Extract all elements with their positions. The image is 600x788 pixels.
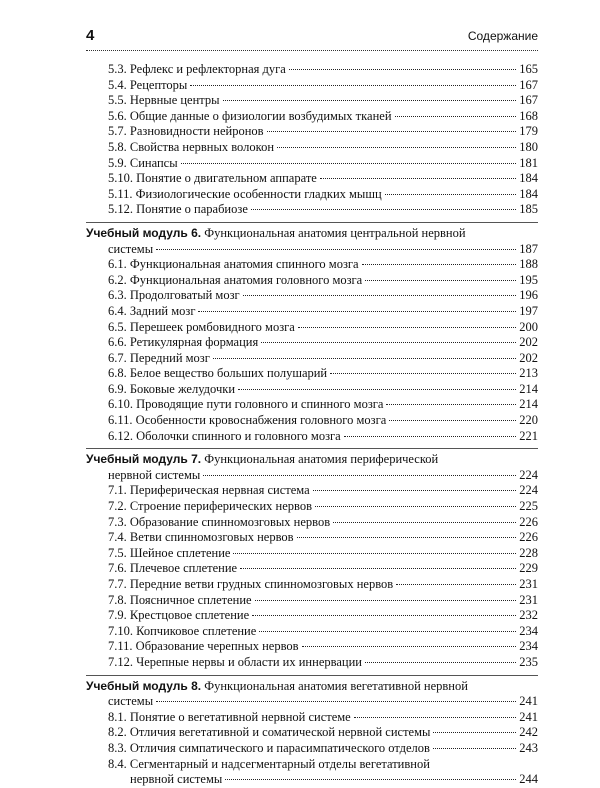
dot-leader [223, 100, 517, 101]
toc-entry [86, 530, 538, 546]
toc-entry-text: Свойства нервных волокон [129, 139, 275, 154]
toc-entry [86, 187, 538, 203]
toc-entry-number: 6.7. [108, 350, 127, 365]
toc-entry-page: 242 [519, 725, 538, 740]
toc-entry-number: 6.6. [108, 335, 127, 350]
dot-leader [156, 701, 516, 702]
dot-leader [243, 295, 517, 296]
dot-leader [240, 568, 516, 569]
toc-entry-title [108, 140, 274, 156]
toc-entry-title [108, 78, 187, 94]
module-label: Учебный модуль 8. [86, 678, 202, 693]
dot-leader [313, 490, 517, 491]
toc-entry [86, 546, 538, 562]
toc-entry-text: Белое вещество больших полушарий [129, 366, 328, 381]
module-label: Учебный модуль 6. [86, 225, 202, 240]
toc-entry-page: 234 [519, 623, 538, 638]
toc-entry-number: 7.10. [108, 623, 133, 638]
toc-entry-title [108, 530, 294, 546]
toc-entry-page: 244 [519, 772, 538, 787]
toc-entry-title [108, 608, 249, 624]
toc-entry-page: 225 [519, 499, 538, 514]
toc-entry-number: 8.2. [108, 725, 127, 740]
toc-entry-page: 167 [519, 77, 538, 92]
toc-entry-number: 6.12. [108, 428, 133, 443]
dot-leader [433, 748, 516, 749]
toc-entry-page: 195 [519, 272, 538, 287]
toc-entry-text: Разновидности нейронов [129, 124, 264, 139]
toc-entry-page: 228 [519, 545, 538, 560]
toc-entry-page: 179 [519, 124, 538, 139]
toc-entry-number: 7.3. [108, 514, 127, 529]
toc-entry-text: Понятие о парабиозе [136, 202, 248, 217]
toc-entry-number: 7.4. [108, 530, 127, 545]
toc-entry-title [108, 561, 237, 577]
dot-leader [320, 178, 516, 179]
toc-entry-title [108, 429, 341, 445]
toc-entry-page: 226 [519, 514, 538, 529]
toc-entry-text: Передние ветви грудных спинномозговых нервов [129, 577, 394, 591]
toc-entry-title [108, 710, 351, 726]
toc-entry-text: Функциональная анатомия спинного мозга [129, 257, 359, 272]
module-divider [86, 675, 538, 676]
dot-leader [396, 584, 516, 585]
toc-entry-page: 226 [519, 530, 538, 545]
toc-entry-number: 8.1. [108, 709, 127, 724]
toc-entry-text: Понятие о двигательном аппарате [136, 171, 317, 186]
toc-entry-text: Отличия вегетативной и соматической нервной системы [129, 725, 431, 740]
toc-entry-number: 7.6. [108, 561, 127, 576]
toc-entry-number: 6.3. [108, 288, 127, 303]
toc-entry [86, 593, 538, 609]
toc-entry-title [108, 515, 330, 531]
toc-entry-number: 7.2. [108, 499, 127, 514]
toc-entry-title [108, 397, 383, 413]
toc-entry-number: 6.2. [108, 272, 127, 287]
toc-entry-title [108, 335, 258, 351]
toc-entry [86, 257, 538, 273]
module-title-cont: системы [108, 694, 154, 709]
toc-entry-title [108, 304, 195, 320]
dot-leader [330, 373, 516, 374]
module-heading-continuation [86, 468, 538, 484]
toc-entry [86, 639, 538, 655]
toc-entry [86, 78, 538, 94]
toc-entry [86, 413, 538, 429]
toc-entry-page: 202 [519, 335, 538, 350]
toc-entry-number: 5.9. [108, 155, 127, 170]
toc-entry [86, 124, 538, 140]
toc-entry-page: 180 [519, 139, 538, 154]
toc-entry-page: 214 [519, 397, 538, 412]
dot-leader [386, 404, 516, 405]
dot-leader [252, 615, 516, 616]
toc-entry-number: 5.5. [108, 93, 127, 108]
toc-entry-number: 6.8. [108, 366, 127, 381]
toc-entry-title [108, 93, 220, 109]
toc-entry-number: 6.10. [108, 397, 133, 412]
toc-entry-page: 221 [519, 428, 538, 443]
toc-entry-number: 5.7. [108, 124, 127, 139]
toc-entry-text: Ветви спинномозговых нервов [129, 530, 294, 545]
toc-entry-page: 231 [519, 577, 538, 591]
toc-entry [86, 351, 538, 367]
dot-leader [259, 631, 516, 632]
toc-entry [86, 62, 538, 78]
dot-leader [395, 116, 517, 117]
table-of-contents [86, 62, 538, 788]
toc-entry [86, 624, 538, 640]
dot-leader [181, 163, 517, 164]
toc-entry-title [108, 382, 235, 398]
toc-entry-title [108, 757, 430, 773]
module-heading [86, 452, 538, 468]
module-divider [86, 448, 538, 449]
toc-entry-title [108, 593, 252, 609]
toc-entry [86, 382, 538, 398]
toc-entry [86, 483, 538, 499]
toc-entry-text: Функциональная анатомия головного мозга [129, 272, 363, 287]
dot-leader [233, 553, 516, 554]
toc-entry-page: 200 [519, 319, 538, 334]
toc-entry-text: Копчиковое сплетение [136, 623, 257, 638]
toc-entry-text: Продолговатый мозг [129, 288, 240, 303]
toc-entry-text: Черепные нервы и области их иннервации [136, 654, 362, 669]
dot-leader [267, 131, 517, 132]
toc-entry-number: 5.12. [108, 202, 133, 217]
toc-entry-title [108, 257, 359, 273]
toc-entry-text: Рефлекс и рефлекторная дуга [129, 62, 286, 76]
toc-entry-text: Шейное сплетение [129, 545, 231, 560]
page-number: 4 [86, 27, 95, 44]
toc-entry-title [108, 624, 256, 640]
toc-entry-page: 243 [519, 740, 538, 755]
module-title-cont: нервной системы [108, 467, 201, 482]
toc-entry [86, 171, 538, 187]
toc-entry [86, 109, 538, 125]
toc-entry-title [108, 741, 430, 757]
toc-entry-text: Нервные центры [129, 93, 220, 108]
toc-entry-number: 6.5. [108, 319, 127, 334]
toc-entry-page: 202 [519, 350, 538, 365]
toc-entry [86, 429, 538, 445]
toc-entry [86, 366, 538, 382]
dot-leader [289, 69, 516, 70]
dot-leader [433, 732, 516, 733]
toc-entry [86, 725, 538, 741]
dot-leader [298, 327, 516, 328]
module-label: Учебный модуль 7. [86, 452, 202, 467]
toc-entry-page: 184 [519, 186, 538, 201]
toc-entry-page: 232 [519, 608, 538, 623]
toc-entry-number: 5.6. [108, 108, 127, 123]
toc-entry-text: Боковые желудочки [129, 381, 236, 396]
dot-leader [203, 475, 516, 476]
running-title: Содержание [467, 29, 538, 43]
toc-entry-number: 6.4. [108, 303, 127, 318]
toc-entry-page: 165 [519, 62, 538, 76]
toc-entry-title [108, 288, 240, 304]
dot-leader [156, 249, 516, 250]
toc-entry-text: Синапсы [129, 155, 178, 170]
toc-entry-number: 7.12. [108, 654, 133, 669]
toc-entry-text: Передний мозг [129, 350, 210, 365]
dot-leader [365, 280, 516, 281]
module-title-cont: системы [108, 241, 154, 256]
toc-entry-text: Поясничное сплетение [129, 592, 252, 607]
toc-entry-text: Понятие о вегетативной нервной системе [129, 709, 351, 724]
toc-entry-page: 231 [519, 592, 538, 607]
toc-entry-title [108, 124, 264, 140]
toc-entry-number: 7.7. [108, 577, 127, 591]
module-heading [86, 226, 538, 242]
toc-entry-text: Плечевое сплетение [129, 561, 238, 576]
toc-entry [86, 156, 538, 172]
toc-entry-continuation [86, 772, 538, 788]
dot-leader [213, 358, 516, 359]
toc-entry-text: Строение периферических нервов [129, 499, 312, 514]
module-title: Функциональная анатомия периферической [204, 452, 439, 467]
toc-entry-text: Образование черепных нервов [135, 639, 299, 654]
toc-entry-title [108, 171, 317, 187]
toc-entry-title [108, 202, 248, 218]
toc-entry-number: 5.10. [108, 171, 133, 186]
toc-entry-text: Проводящие пути головного и спинного мозга [136, 397, 384, 412]
toc-entry [86, 710, 538, 726]
toc-entry [86, 397, 538, 413]
toc-entry [86, 655, 538, 671]
toc-entry-text: Крестцовое сплетение [129, 608, 250, 623]
toc-entry [86, 140, 538, 156]
dot-leader [365, 662, 516, 663]
toc-entry-title [108, 655, 362, 671]
dot-leader [251, 209, 516, 210]
toc-entry [86, 93, 538, 109]
toc-entry-title [108, 187, 382, 203]
toc-entry-number: 6.9. [108, 381, 127, 396]
toc-entry-title [108, 413, 386, 429]
dot-leader [225, 779, 516, 780]
toc-entry-number: 5.4. [108, 77, 127, 92]
dot-leader [333, 522, 516, 523]
dot-leader [389, 420, 516, 421]
toc-entry-text: Сегментарный и надсегментарный отделы вегетативной [129, 756, 430, 771]
toc-entry-page: 241 [519, 709, 538, 724]
toc-entry-text-cont: нервной системы [130, 772, 223, 787]
module-page: 224 [519, 467, 538, 482]
toc-entry-page: 213 [519, 366, 538, 381]
toc-entry-number: 7.11. [108, 639, 133, 654]
toc-entry-page: 196 [519, 288, 538, 303]
module-heading-continuation [86, 694, 538, 710]
toc-entry [86, 561, 538, 577]
toc-entry-title [108, 273, 362, 289]
toc-entry-title [108, 725, 430, 741]
module-heading [86, 679, 538, 695]
toc-entry-page: 185 [519, 202, 538, 217]
module-page: 187 [519, 241, 538, 256]
toc-entry [86, 757, 538, 773]
toc-entry-page: 184 [519, 171, 538, 186]
dot-leader [315, 506, 516, 507]
toc-entry-number: 5.8. [108, 139, 127, 154]
toc-entry-text: Рецепторы [129, 77, 188, 92]
toc-entry [86, 288, 538, 304]
toc-entry-page: 168 [519, 108, 538, 123]
module-heading-continuation [86, 242, 538, 258]
toc-entry-page: 181 [519, 155, 538, 170]
toc-entry-text: Образование спинномозговых нервов [129, 514, 331, 529]
toc-entry-page: 235 [519, 654, 538, 669]
dot-leader [277, 147, 516, 148]
toc-entry [86, 608, 538, 624]
toc-entry-text: Задний мозг [129, 303, 196, 318]
dot-leader [362, 264, 517, 265]
toc-entry-title [108, 351, 210, 367]
module-divider [86, 222, 538, 223]
dot-leader [354, 717, 517, 718]
toc-entry-title [108, 320, 295, 336]
dot-leader [190, 85, 516, 86]
toc-entry-title [108, 639, 299, 655]
toc-entry [86, 202, 538, 218]
module-page: 241 [519, 694, 538, 709]
dot-leader [302, 646, 517, 647]
toc-entry [86, 741, 538, 757]
toc-entry-text: Оболочки спинного и головного мозга [136, 428, 341, 443]
dot-leader [255, 600, 517, 601]
toc-entry-page: 188 [519, 257, 538, 272]
page-header [86, 26, 538, 51]
dot-leader [198, 311, 516, 312]
toc-entry-title [108, 499, 312, 515]
dot-leader [238, 389, 516, 390]
toc-entry-text: Отличия симпатического и парасимпатического отделов [129, 740, 430, 755]
toc-entry-number: 5.11. [108, 186, 133, 201]
module-title: Функциональная анатомия центральной нервной [204, 225, 466, 240]
toc-entry-title [108, 366, 327, 382]
toc-entry-title [108, 109, 392, 125]
toc-entry-number: 7.5. [108, 545, 127, 560]
toc-entry-text: Физиологические особенности гладких мышц [135, 186, 382, 201]
toc-entry-page: 229 [519, 561, 538, 576]
toc-entry-page: 197 [519, 303, 538, 318]
toc-entry [86, 499, 538, 515]
dot-leader [385, 194, 517, 195]
module-title: Функциональная анатомия вегетативной нервной [204, 678, 468, 693]
toc-entry-number: 6.1. [108, 257, 127, 272]
toc-entry-number: 6.11. [108, 413, 133, 428]
toc-entry-title [108, 62, 286, 78]
toc-entry-number: 8.3. [108, 740, 127, 755]
toc-entry-text: Перешеек ромбовидного мозга [129, 319, 295, 334]
toc-entry-page: 167 [519, 93, 538, 108]
toc-entry-title [108, 483, 310, 499]
toc-entry-page: 214 [519, 381, 538, 396]
dot-leader [297, 537, 517, 538]
toc-entry-number: 8.4. [108, 756, 127, 771]
toc-entry-text: Общие данные о физиологии возбудимых тканей [129, 108, 392, 123]
toc-entry [86, 273, 538, 289]
toc-entry-number: 7.1. [108, 483, 127, 498]
dot-leader [344, 436, 517, 437]
dot-leader [261, 342, 516, 343]
toc-entry [86, 335, 538, 351]
toc-entry [86, 320, 538, 336]
toc-entry [86, 515, 538, 531]
toc-entry-text: Периферическая нервная система [129, 483, 310, 498]
toc-entry-title [108, 546, 230, 562]
toc-entry-text: Особенности кровоснабжения головного мозга [135, 413, 387, 428]
toc-entry-text: Ретикулярная формация [129, 335, 259, 350]
toc-entry-title [108, 577, 393, 593]
toc-entry [86, 577, 538, 593]
toc-entry-page: 220 [519, 413, 538, 428]
toc-entry-title [108, 156, 178, 172]
toc-entry-page: 234 [519, 639, 538, 654]
toc-entry-page: 224 [519, 483, 538, 498]
toc-entry-number: 7.8. [108, 592, 127, 607]
toc-entry-number: 7.9. [108, 608, 127, 623]
toc-entry-number: 5.3. [108, 62, 127, 76]
toc-entry [86, 304, 538, 320]
